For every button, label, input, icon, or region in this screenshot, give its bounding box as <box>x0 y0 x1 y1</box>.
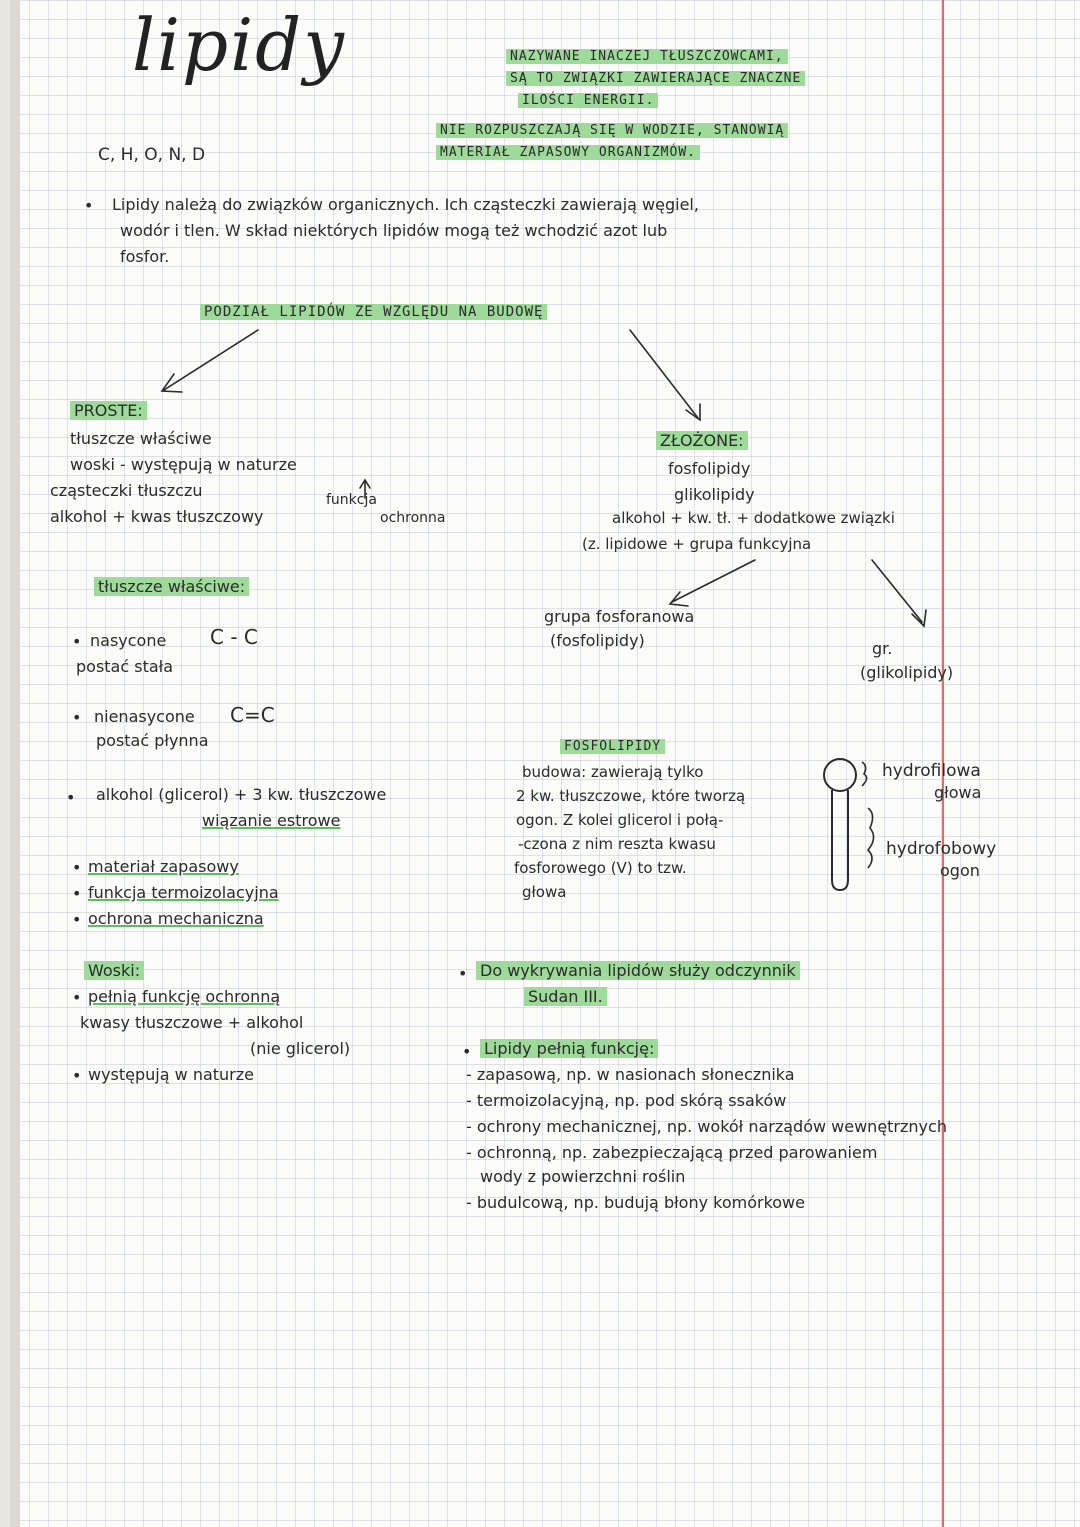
page-title: lipidy <box>132 3 346 87</box>
phospholipids-line-6: głowa <box>522 883 567 901</box>
waxes-line-4: występują w naturze <box>88 1065 254 1084</box>
fat-function-2: funkcja termoizolacyjna <box>88 883 279 902</box>
waxes-line-1: pełnią funkcję ochronną <box>88 987 281 1006</box>
complex-heading: ZŁOŻONE: <box>656 432 748 450</box>
ester-bond: wiązanie estrowe <box>202 811 341 830</box>
intro-line-2: SĄ TO ZWIĄZKI ZAWIERAJĄCE ZNACZNE <box>506 71 805 86</box>
complex-line-3: alkohol + kw. tł. + dodatkowe związki <box>612 509 895 527</box>
phospholipids-line-1: budowa: zawierają tylko <box>522 763 704 781</box>
complex-line-4: (z. lipidowe + grupa funkcyjna <box>582 535 812 553</box>
intro-line-1: NAZYWANE INACZEJ TŁUSZCZOWCAMI, <box>506 49 788 64</box>
function-4: - ochronną, np. zabezpieczającą przed parowaniem <box>466 1143 878 1162</box>
ester-reaction: alkohol (glicerol) + 3 kw. tłuszczowe <box>96 785 387 804</box>
simple-funkcja: funkcja <box>326 492 377 508</box>
waxes-line-2: kwasy tłuszczowe + alkohol <box>80 1013 304 1032</box>
sudan-line-1: Do wykrywania lipidów służy odczynnik <box>476 962 800 980</box>
gr-label: gr. <box>872 639 893 658</box>
single-bond: C - C <box>210 625 258 649</box>
bullet: • <box>72 910 82 929</box>
function-2: - termoizolacyjną, np. pod skórą ssaków <box>466 1091 787 1110</box>
function-5: - budulcową, np. budują błony komórkowe <box>466 1193 805 1212</box>
phospholipids-paren: (fosfolipidy) <box>550 631 645 650</box>
intro-line-4: NIE ROZPUSZCZAJĄ SIĘ W WODZIE, STANOWIĄ <box>436 123 788 138</box>
tail-label: ogon <box>940 861 980 880</box>
sudan-line-2: Sudan III. <box>524 988 607 1006</box>
simple-line-2: woski - występują w naturze <box>70 455 297 474</box>
solid-form: postać stała <box>76 657 174 676</box>
double-bond: C=C <box>230 703 275 727</box>
intro-line-3: ILOŚCI ENERGII. <box>518 93 658 108</box>
definition-line-1: Lipidy należą do związków organicznych. Ich cząsteczki zawierają węgiel, <box>112 195 699 214</box>
saturated: nasycone <box>90 631 167 650</box>
phospholipids-line-5: fosforowego (V) to tzw. <box>514 859 687 877</box>
liquid-form: postać płynna <box>96 731 209 750</box>
hydrophilic-label: hydrofilowa <box>882 761 981 781</box>
waxes-heading: Woski: <box>84 962 144 980</box>
function-1: - zapasową, np. w nasionach słonecznika <box>466 1065 795 1084</box>
simple-ochronna: ochronna <box>380 510 446 526</box>
function-4b: wody z powierzchni roślin <box>480 1167 686 1186</box>
head-label: głowa <box>934 783 982 802</box>
fat-function-1: materiał zapasowy <box>88 857 239 876</box>
definition-line-3: fosfor. <box>120 247 170 266</box>
phospholipids-line-3: ogon. Z kolei glicerol i połą- <box>516 811 724 829</box>
simple-line-1: tłuszcze właściwe <box>70 429 212 448</box>
chemical-elements: C, H, O, N, D <box>98 145 206 165</box>
division-heading: PODZIAŁ LIPIDÓW ZE WZGLĘDU NA BUDOWĘ <box>200 304 547 320</box>
bullet: • <box>66 788 76 807</box>
simple-line-4: alkohol + kwas tłuszczowy <box>50 507 264 526</box>
phosphate-group: grupa fosforanowa <box>544 607 695 626</box>
bullet: • <box>462 1042 472 1061</box>
definition-line-2: wodór i tlen. W skład niektórych lipidów mogą też wchodzić azot lub <box>120 221 668 240</box>
phospholipids-line-4: -czona z nim reszta kwasu <box>518 835 716 853</box>
waxes-line-3: (nie glicerol) <box>250 1039 351 1058</box>
function-3: - ochrony mechanicznej, np. wokół narządów wewnętrznych <box>466 1117 947 1136</box>
bullet: • <box>72 884 82 903</box>
intro-line-5: MATERIAŁ ZAPASOWY ORGANIZMÓW. <box>436 145 700 160</box>
phospholipids-heading: FOSFOLIPIDY <box>560 736 665 755</box>
fat-function-3: ochrona mechaniczna <box>88 909 264 928</box>
phospholipids-line-2: 2 kw. tłuszczowe, które tworzą <box>516 787 746 805</box>
bullet: • <box>72 858 82 877</box>
bullet: • <box>458 964 468 983</box>
unsaturated: nienasycone <box>94 707 195 726</box>
notebook-page <box>10 0 1080 1527</box>
hydrophobic-label: hydrofobowy <box>886 839 997 859</box>
complex-line-2: glikolipidy <box>674 485 755 504</box>
bullet: • <box>72 988 82 1007</box>
simple-line-3: cząsteczki tłuszczu <box>50 481 203 500</box>
bullet: • <box>84 196 94 215</box>
simple-heading: PROSTE: <box>70 402 147 420</box>
functions-heading: Lipidy pełnią funkcję: <box>480 1040 658 1058</box>
true-fats-heading: tłuszcze właściwe: <box>94 578 249 596</box>
bullet: • <box>72 632 82 651</box>
glycolipids-paren: (glikolipidy) <box>860 663 954 682</box>
bullet: • <box>72 708 82 727</box>
complex-line-1: fosfolipidy <box>668 459 751 478</box>
bullet: • <box>72 1066 82 1085</box>
